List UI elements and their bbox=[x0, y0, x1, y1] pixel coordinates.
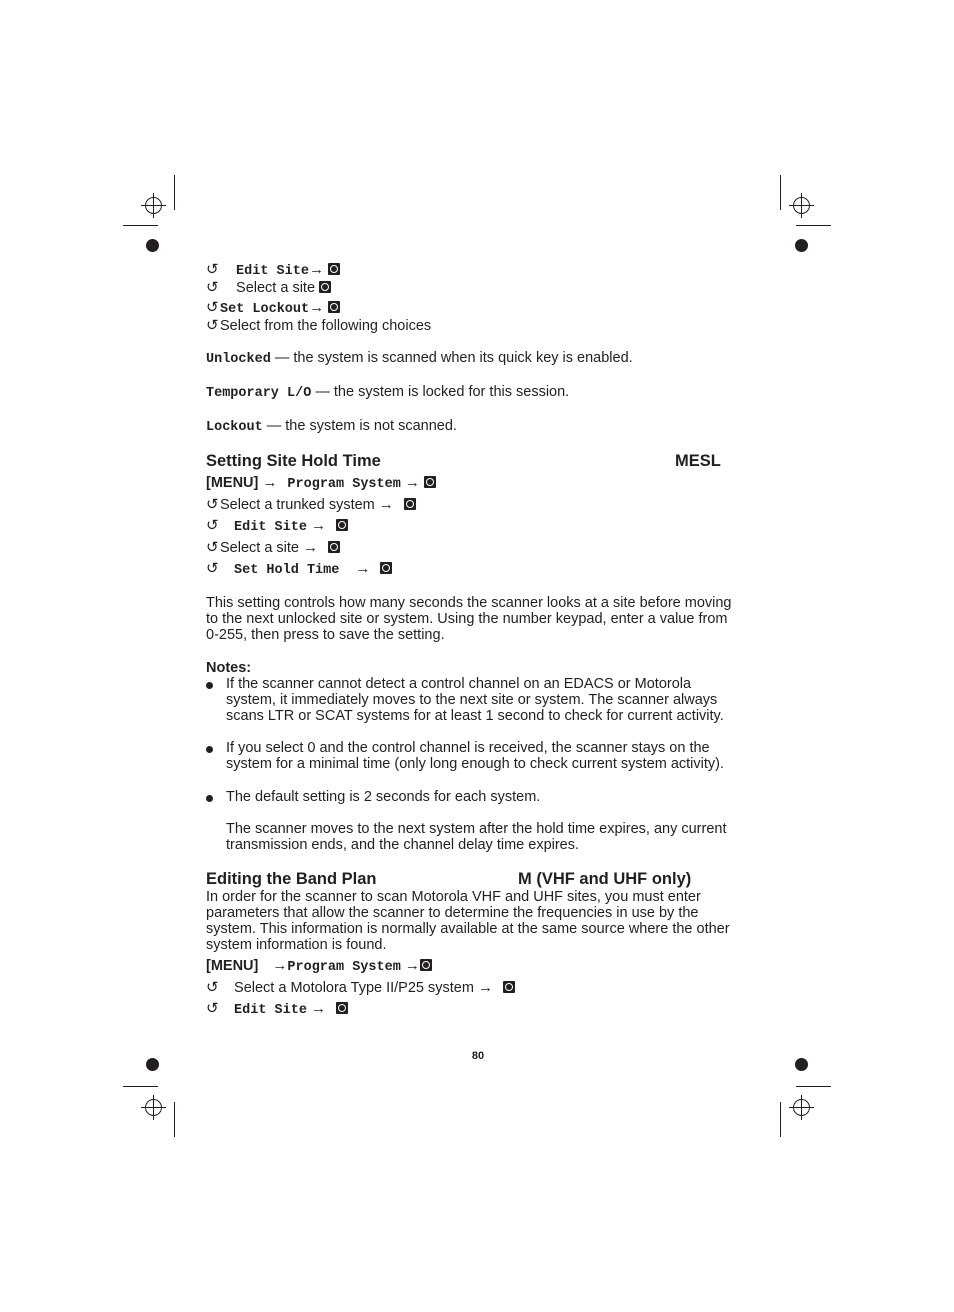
model-badge: MESL bbox=[675, 452, 721, 470]
choice-temporary-lo: Temporary L/O — the system is locked for this session. bbox=[206, 384, 570, 401]
arrow-right-icon: → bbox=[308, 261, 324, 278]
arrow-right-icon: → bbox=[404, 957, 420, 974]
step-select-system: ↺ Select a Motolora Type II/P25 system → bbox=[206, 980, 515, 996]
dial-button-icon bbox=[328, 301, 340, 313]
step-select-trunked: ↺Select a trunked system → bbox=[206, 497, 416, 513]
registration-mark-icon bbox=[145, 197, 162, 214]
dial-button-icon bbox=[319, 281, 331, 293]
dial-button-icon bbox=[336, 1002, 348, 1014]
note-extra: The scanner moves to the next system after the hold time expires, any current transmission ends, and the channel delay time expires. bbox=[226, 821, 727, 853]
page-number: 80 bbox=[471, 1050, 485, 1062]
bullet-icon bbox=[206, 682, 213, 689]
step-edit-site: ↺ Edit Site→ bbox=[206, 262, 340, 280]
rotate-icon: ↺ bbox=[206, 979, 219, 996]
section-title: Setting Site Hold Time bbox=[206, 452, 381, 470]
step-edit-site: ↺ Edit Site → bbox=[206, 518, 348, 536]
registration-mark-icon bbox=[145, 1099, 162, 1116]
crop-mark bbox=[123, 1086, 158, 1087]
registration-dot-icon bbox=[146, 1058, 159, 1071]
note-item: If the scanner cannot detect a control channel on an EDACS or Motorola system, it immediately moves to the next site or system. The scanner always scans LTR or SCAT systems for at least 1 second to check for current activity. bbox=[226, 676, 724, 724]
section-title: Editing the Band Plan bbox=[206, 870, 377, 888]
crop-mark bbox=[796, 225, 831, 226]
crop-mark bbox=[174, 175, 175, 210]
rotate-icon: ↺ bbox=[206, 539, 219, 556]
dial-button-icon bbox=[328, 541, 340, 553]
dial-button-icon bbox=[503, 981, 515, 993]
arrow-right-icon: → bbox=[309, 299, 325, 316]
bullet-icon bbox=[206, 746, 213, 753]
rotate-icon: ↺ bbox=[206, 1000, 219, 1017]
dial-button-icon bbox=[404, 498, 416, 510]
step-edit-site: ↺ Edit Site → bbox=[206, 1001, 348, 1019]
step-menu: [MENU] → Program System → bbox=[206, 475, 436, 493]
registration-dot-icon bbox=[146, 239, 159, 252]
rotate-icon: ↺ bbox=[206, 496, 219, 513]
arrow-right-icon: → bbox=[262, 474, 278, 491]
dial-button-icon bbox=[420, 959, 432, 971]
notes-label: Notes: bbox=[206, 660, 252, 676]
dial-button-icon bbox=[336, 519, 348, 531]
dial-button-icon bbox=[380, 562, 392, 574]
arrow-right-icon: → bbox=[303, 539, 319, 556]
dial-button-icon bbox=[328, 263, 340, 275]
step-select-site: ↺Select a site → bbox=[206, 540, 340, 556]
arrow-right-icon: → bbox=[378, 496, 394, 513]
arrow-right-icon: → bbox=[272, 957, 288, 974]
arrow-right-icon: → bbox=[310, 517, 326, 534]
crop-mark bbox=[174, 1102, 175, 1137]
registration-dot-icon bbox=[795, 1058, 808, 1071]
crop-mark bbox=[780, 1102, 781, 1137]
step-select-site: ↺ Select a site bbox=[206, 280, 331, 296]
step-menu: [MENU] →Program System → bbox=[206, 958, 432, 976]
bullet-icon bbox=[206, 795, 213, 802]
step-set-hold-time: ↺ Set Hold Time → bbox=[206, 561, 392, 579]
crop-mark bbox=[123, 225, 158, 226]
body-paragraph: In order for the scanner to scan Motorola VHF and UHF sites, you must enter parameters that allow the scanner to determine the frequencies in use by the system. This information is normally available at the same source where the other system information is found. bbox=[206, 889, 730, 953]
arrow-right-icon: → bbox=[355, 560, 371, 577]
dial-button-icon bbox=[424, 476, 436, 488]
rotate-icon: ↺ bbox=[206, 279, 219, 296]
step-set-lockout: ↺Set Lockout→ bbox=[206, 300, 340, 318]
registration-mark-icon bbox=[793, 1099, 810, 1116]
arrow-right-icon: → bbox=[477, 979, 493, 996]
arrow-right-icon: → bbox=[404, 474, 420, 491]
note-item: If you select 0 and the control channel is received, the scanner stays on the system for a minimal time (only long enough to check current system activity). bbox=[226, 740, 725, 772]
step-select-choice: ↺Select from the following choices bbox=[206, 317, 432, 334]
rotate-icon: ↺ bbox=[206, 517, 219, 534]
arrow-right-icon: → bbox=[310, 1000, 326, 1017]
model-badge: M (VHF and UHF only) bbox=[518, 870, 692, 888]
note-item: The default setting is 2 seconds for each system. bbox=[226, 789, 541, 805]
registration-mark-icon bbox=[793, 197, 810, 214]
rotate-icon: ↺ bbox=[206, 299, 219, 316]
crop-mark bbox=[796, 1086, 831, 1087]
rotate-icon: ↺ bbox=[206, 261, 219, 278]
rotate-icon: ↺ bbox=[206, 560, 219, 577]
choice-unlocked: Unlocked — the system is scanned when its quick key is enabled. bbox=[206, 350, 633, 367]
choice-lockout: Lockout — the system is not scanned. bbox=[206, 418, 457, 435]
registration-dot-icon bbox=[795, 239, 808, 252]
crop-mark bbox=[780, 175, 781, 210]
rotate-icon: ↺ bbox=[206, 317, 219, 334]
body-paragraph: This setting controls how many seconds the scanner looks at a site before moving to the next unlocked site or system. Using the number keypad, enter a value from 0-255, then press to save the setting. bbox=[206, 595, 732, 643]
